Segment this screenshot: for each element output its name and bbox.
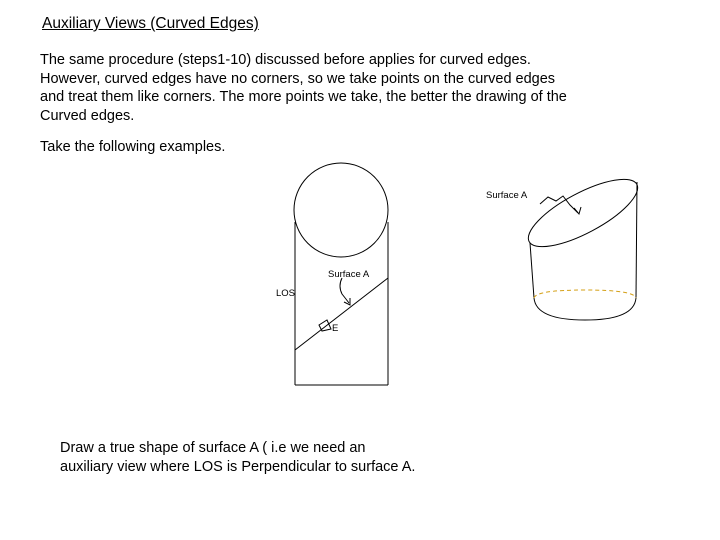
caption-line: Draw a true shape of surface A ( i.e we need an [60, 440, 366, 456]
los-label: LOS [276, 288, 296, 299]
iso-bottom-hidden [534, 290, 636, 298]
paragraph-line: Curved edges. [40, 107, 135, 124]
iso-right-edge [636, 182, 637, 298]
surface-a-edge [295, 278, 388, 350]
slide-title: Auxiliary Views (Curved Edges) [42, 15, 259, 32]
caption-line: auxiliary view where LOS is Perpendicular to surface A. [60, 458, 416, 475]
top-view-circle [294, 163, 388, 257]
task-caption [60, 439, 415, 476]
iso-bottom-front [534, 298, 636, 320]
surface-a-ellipse [520, 167, 646, 260]
surface-a-arrow [340, 278, 349, 303]
surface-a-label-front: Surface A [328, 269, 370, 280]
iso-view [520, 167, 646, 320]
edge-e-label: E [332, 323, 339, 334]
los-arrow-marker [319, 320, 331, 331]
surface-a-label-iso: Surface A [486, 190, 528, 201]
paragraph-line: However, curved edges have no corners, so we take points on the curved edges [40, 70, 556, 87]
examples-text: Take the following examples. [40, 139, 226, 155]
paragraph-line: The same procedure (steps1-10) discussed before applies for curved edges. [40, 52, 531, 68]
paragraph-line: and treat them like corners. The more points we take, the better the drawing of the [40, 89, 567, 105]
surface-a-arrowhead [344, 298, 350, 305]
iso-left-edge [530, 243, 534, 298]
